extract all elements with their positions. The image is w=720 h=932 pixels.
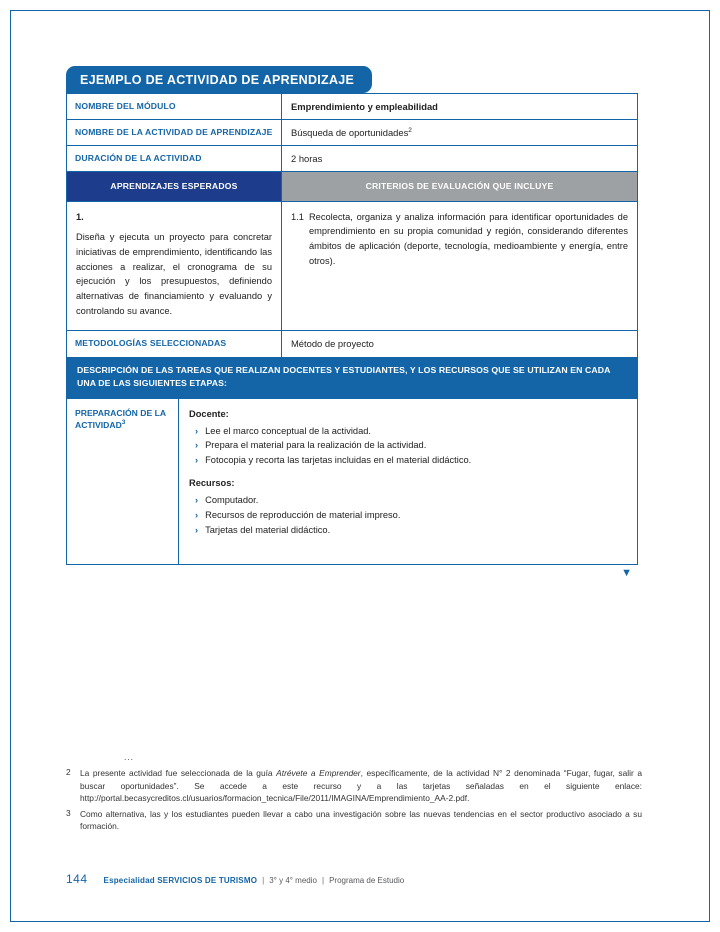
recursos-item: Computador. (205, 495, 259, 506)
bullet-icon: › (195, 524, 199, 535)
list-item (189, 453, 627, 468)
footer-separator: | (262, 876, 265, 885)
list-item (189, 523, 627, 538)
page-number: 144 (66, 872, 88, 886)
footer-grade: 3° y 4° medio (269, 876, 317, 885)
table-row-modulo (67, 94, 638, 120)
list-item (189, 493, 627, 508)
footnote-ref-2: 2 (408, 127, 412, 135)
bullet-icon: › (195, 510, 199, 521)
aprendizaje-number: 1. (76, 211, 84, 222)
criterio-number: 1.1 (291, 211, 304, 222)
row-label-modulo: NOMBRE DEL MÓDULO (67, 94, 282, 120)
footnote-2 (66, 767, 642, 805)
docente-title: Docente: (189, 408, 229, 419)
bullet-icon: › (195, 495, 199, 506)
table-row-actividad (67, 120, 638, 146)
row-value-duracion: 2 horas (282, 146, 638, 172)
activity-table (66, 93, 638, 565)
row-label-metodologias: METODOLOGÍAS SELECCIONADAS (67, 331, 282, 357)
criterio-cell (282, 202, 638, 332)
footnote-ref-3: 3 (121, 418, 126, 426)
footnote-3 (66, 808, 642, 833)
footnote-2-post: , específicamente, de la actividad N° 2 denominada “Fugar, fugar, salir a buscar oportunidades”. Se accede a este recurso y a las tarjetas señaladas en el siguiente enlace: http://portal.becasycreditos.cl/usuarios/formacion_tecnica/File/2011/IMAGINA/Emprendimiento_AA-2.pdf. (80, 768, 643, 804)
list-item (189, 424, 627, 439)
preparacion-label (67, 399, 179, 565)
footnote-text: Como alternativa, las y los estudiantes pueden llevar a cabo una investigación sobre las nuevas tendencias en el sector productivo asociado a su formación. (80, 808, 642, 832)
footer-separator: | (321, 876, 325, 885)
bullet-icon: › (195, 440, 199, 451)
list-item (189, 508, 627, 523)
footer-program: Programa de Estudio (329, 876, 405, 885)
docente-item: Fotocopia y recorta las tarjetas incluidas en el material didáctico. (205, 455, 472, 466)
row-label-actividad: NOMBRE DE LA ACTIVIDAD DE APRENDIZAJE (67, 120, 282, 146)
row-label-duracion: DURACIÓN DE LA ACTIVIDAD (67, 146, 282, 172)
footnotes-section (66, 752, 642, 836)
list-item (189, 438, 627, 453)
recursos-title: Recursos: (189, 478, 235, 489)
recursos-item: Tarjetas del material didáctico. (205, 524, 331, 535)
footnote-number: 2 (66, 767, 71, 777)
table-row-descripcion (67, 358, 638, 399)
recursos-item: Recursos de reproducción de material impreso. (205, 510, 401, 521)
activity-name-text: Búsqueda de oportunidades (291, 127, 409, 139)
criterio-text: Recolecta, organiza y analiza información para identificar oportunidades de emprendimiento en su propia comunidad y región, considerando diferentes ámbitos de aplicación (deporte, tecnología, medioambiente y energía, entre otros). (308, 211, 628, 266)
footnote-number: 3 (66, 807, 71, 818)
docente-item: Lee el marco conceptual de la actividad. (205, 425, 372, 436)
footnote-text (80, 767, 642, 805)
footnote-2-guide-title: Atrévete a Emprender (276, 768, 361, 778)
bullet-icon: › (195, 425, 199, 436)
header-criterios: CRITERIOS DE EVALUACIÓN QUE INCLUYE (282, 172, 638, 201)
table-body-row (67, 202, 638, 332)
row-value-modulo: Emprendimiento y empleabilidad (282, 94, 638, 120)
footnote-2-pre: La presente actividad fue seleccionada de la guía (80, 768, 277, 778)
bullet-icon: › (195, 455, 199, 466)
table-row-metodologias (67, 331, 638, 357)
continuation-arrow-icon: ▼ (621, 566, 632, 579)
footnote-dots: ... (124, 752, 134, 762)
aprendizaje-cell (67, 202, 282, 332)
descripcion-header: DESCRIPCIÓN DE LAS TAREAS QUE REALIZAN DOCENTES Y ESTUDIANTES, Y LOS RECURSOS QUE SE UTILIZAN EN CADA UNA DE LAS SIGUIENTES ETAPAS: (67, 358, 638, 399)
row-value-metodologias: Método de proyecto (282, 331, 638, 357)
preparacion-content (179, 399, 638, 565)
docente-item: Prepara el material para la realización de la actividad. (205, 440, 427, 451)
preparacion-label-text: PREPARACIÓN DE LA ACTIVIDAD (75, 407, 166, 430)
table-row-preparacion (67, 399, 638, 565)
table-row-duracion (67, 146, 638, 172)
footer-specialty: Especialidad SERVICIOS DE TURISMO (103, 876, 258, 885)
page-footer (66, 872, 642, 886)
activity-title-badge: EJEMPLO DE ACTIVIDAD DE APRENDIZAJE (66, 66, 372, 93)
row-value-actividad (282, 120, 638, 146)
table-header-row (67, 172, 638, 201)
aprendizaje-text: Diseña y ejecuta un proyecto para concretar iniciativas de emprendimiento, identificando las acciones a realizar, el cronograma de su ejecución y los presupuestos, definiendo alternativas de financiamiento y evaluando y controlando su avance. (76, 232, 272, 316)
activity-section (66, 66, 638, 579)
header-aprendizajes: APRENDIZAJES ESPERADOS (67, 172, 282, 201)
